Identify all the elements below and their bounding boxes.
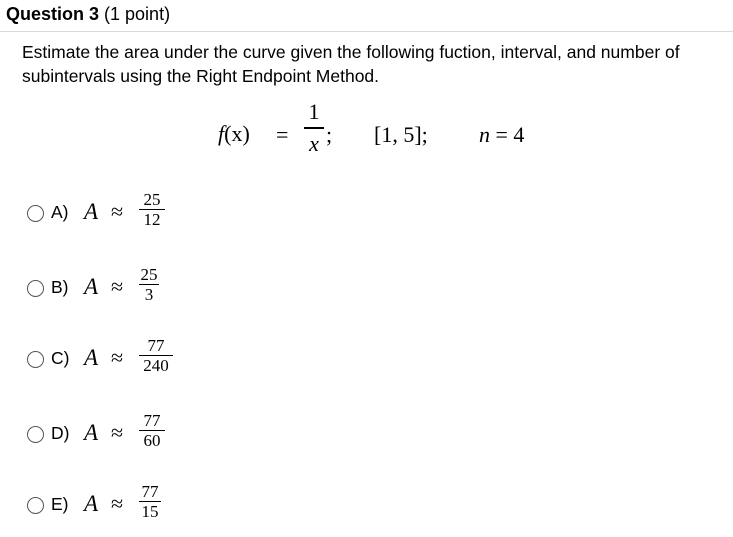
answer-denominator: 60 [143,431,161,451]
answer-fraction [139,412,165,449]
subinterval-count [479,122,524,148]
n-value: = 4 [495,122,525,147]
answer-fraction [139,337,173,374]
question-prompt: Estimate the area under the curve given the following fuction, interval, and number of subintervals using the Right Endpoint Method. [22,42,680,86]
function-name: f [218,121,225,146]
approx-sign: ≈ [111,199,124,224]
answer-denominator: 3 [144,285,154,305]
area-symbol: A [84,345,99,370]
fraction-numerator: 1 [308,99,320,124]
area-symbol: A [84,199,99,224]
function-argument: (x) [224,121,250,146]
area-symbol: A [84,274,99,299]
option-label: D) [51,423,70,443]
function-fraction [304,99,324,157]
fraction-bar [304,127,324,129]
answer-fraction [139,483,161,520]
approx-sign: ≈ [111,491,124,516]
question-number: Question 3 [6,4,100,24]
option-label: A) [51,202,69,222]
radio-button-e[interactable] [27,497,44,514]
answer-denominator: 15 [141,502,159,522]
area-symbol: A [84,420,99,445]
option-label: E) [51,494,69,514]
answer-fraction [139,191,165,228]
radio-button-d[interactable] [27,426,44,443]
equals-sign: = [276,122,289,147]
radio-button-c[interactable] [27,351,44,368]
formula-semicolon: ; [326,122,333,147]
approx-sign: ≈ [111,274,124,299]
function-label [218,121,250,191]
answer-denominator: 12 [143,210,161,230]
radio-button-b[interactable] [27,280,44,297]
approx-sign: ≈ [111,420,124,445]
approx-sign: ≈ [111,345,124,370]
interval: [1, 5]; [374,122,428,147]
answer-numerator: 25 [143,190,161,209]
answer-numerator: 77 [143,411,161,430]
question-points: (1 point) [104,4,171,24]
option-label: B) [51,277,69,297]
question-title [6,4,170,25]
n-variable: n [479,122,490,147]
option-label: C) [51,348,70,368]
answer-numerator: 77 [147,336,165,355]
answer-denominator: 240 [143,356,169,376]
title-divider [0,31,733,32]
answer-numerator: 77 [141,482,159,501]
area-symbol: A [84,491,99,516]
radio-button-a[interactable] [27,205,44,222]
answer-fraction [139,266,159,303]
fraction-denominator: x [309,130,319,156]
answer-numerator: 25 [140,265,158,284]
